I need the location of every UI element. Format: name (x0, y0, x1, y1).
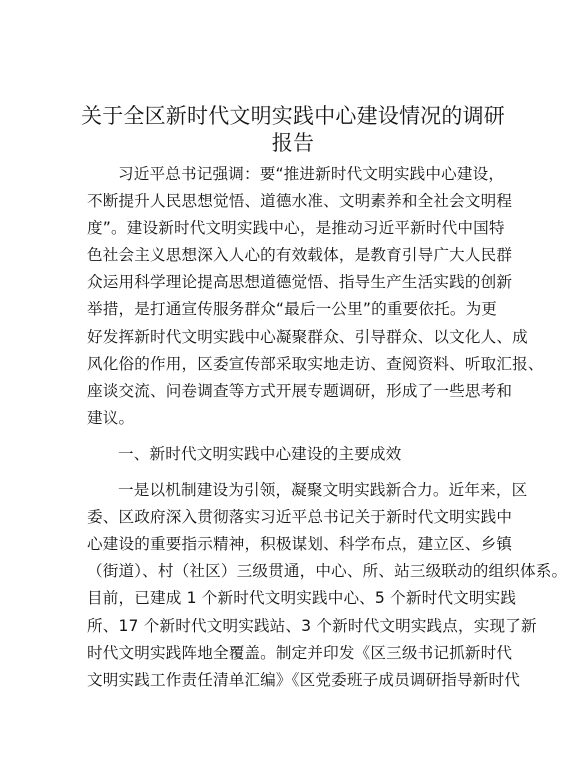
intro-paragraph-line: 座谈交流、问卷调查等方式开展专题调研，形成了一些思考和 (87, 381, 513, 400)
section-heading: 一、新时代文明实践中心建设的主要成效 (118, 444, 402, 463)
paragraph-spacer (87, 432, 515, 441)
intro-paragraph-line: 好发挥新时代文明实践中心凝聚群众、引导群众、以文化人、成 (87, 327, 528, 346)
section-paragraph-line: 时代文明实践阵地全覆盖。制定并印发《区三级书记抓新时代 (87, 643, 513, 662)
section-paragraph-line: 一是以机制建设为引领，凝聚文明实践新合力。近年来，区 (118, 481, 528, 500)
intro-paragraph-line: 众运用科学理论提高思想道德觉悟、指导生产生活实践的创新 (87, 273, 513, 292)
document-body (87, 161, 568, 694)
intro-paragraph-line: 风化俗的作用，区委宣传部采取实地走访、查阅资料、听取汇报、 (87, 354, 544, 373)
section-paragraph-line: 所、17 个新时代文明实践站、3 个新时代文明实践点，实现了新 (87, 616, 537, 635)
intro-paragraph-line: 色社会主义思想深入人心的有效载体，是教育引导广大人民群 (87, 246, 513, 265)
section-paragraph-line: （街道）、村（社区）三级贯通，中心、所、站三级联动的组织体系。 (87, 562, 568, 581)
intro-paragraph-line: 建议。 (87, 408, 135, 427)
intro-paragraph-line: 举措，是打通宣传服务群众“最后一公里”的重要依托。为更 (87, 300, 498, 319)
document-title-line-1: 关于全区新时代文明实践中心建设情况的调研 (81, 104, 505, 128)
intro-paragraph-line: 度”。建设新时代文明实践中心，是推动习近平新时代中国特 (87, 219, 505, 238)
paragraph-spacer (87, 468, 515, 477)
intro-paragraph-line: 习近平总书记强调：要“推进新时代文明实践中心建设， (118, 165, 505, 183)
document-title-line-2: 报告 (271, 131, 315, 155)
section-paragraph-line: 心建设的重要指示精神，积极谋划、科学布点，建立区、乡镇 (87, 535, 513, 554)
section-paragraph-line: 文明实践工作责任清单汇编》《区党委班子成员调研指导新时代 (87, 670, 521, 689)
section-paragraph-line: 委、区政府深入贯彻落实习近平总书记关于新时代文明实践中 (87, 508, 513, 527)
section-paragraph-line: 目前，已建成 1 个新时代文明实践中心、5 个新时代文明实践 (87, 589, 517, 608)
intro-paragraph-line: 不断提升人民思想觉悟、道德水准、文明素养和全社会文明程 (87, 192, 513, 211)
